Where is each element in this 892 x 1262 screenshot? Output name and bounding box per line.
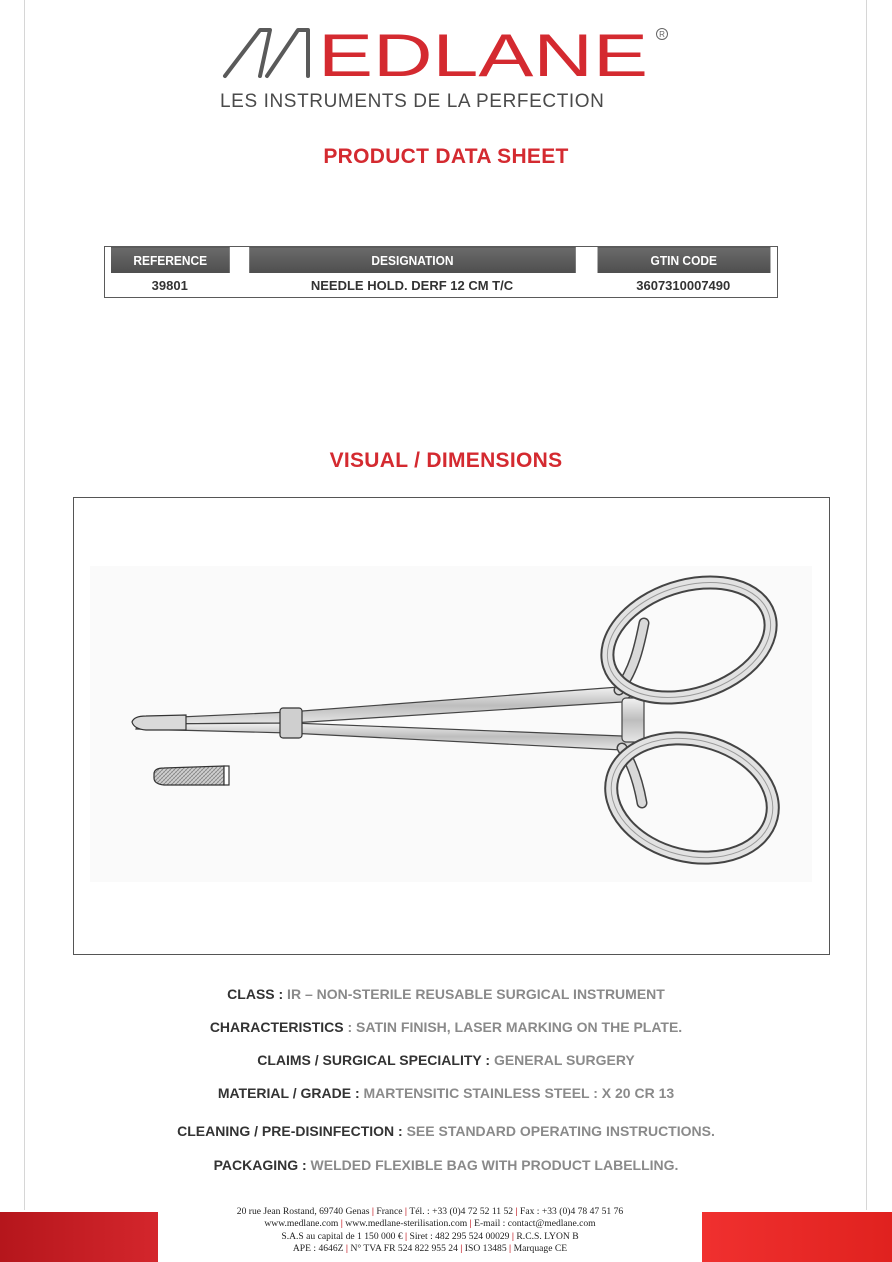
spec-label: CHARACTERISTICS <box>209 1019 344 1035</box>
footer-fax: Fax : +33 (0)4 78 47 51 76 <box>520 1206 624 1217</box>
footer-siret: Siret : 482 295 524 00029 <box>409 1230 510 1242</box>
cell-gtin-code: 3607310007490 <box>590 273 778 298</box>
footer-address-line: 20 rue Jean Rostand, 69740 Genas | France | Tél. : +33 (0)4 72 52 11 52 | Fax : +33 (0)4 78 47 51 76 <box>236 1206 624 1217</box>
footer-red-bar-right <box>702 1212 892 1262</box>
spec-label: CLASS : <box>227 986 284 1002</box>
footer-certification-line: APE : 4646Z | N° TVA FR 524 822 955 24 | ISO 13485 | Marquage CE <box>292 1243 568 1255</box>
spec-value: WELDED FLEXIBLE BAG WITH PRODUCT LABELLING. <box>306 1157 679 1173</box>
spec-material <box>0 1085 892 1101</box>
footer-ape: APE : 4646Z <box>292 1243 344 1255</box>
footer-legal-line: S.A.S au capital de 1 150 000 € | Siret : 482 295 524 00029 | R.C.S. LYON B <box>281 1230 579 1242</box>
footer-email-link[interactable]: E-mail : contact@medlane.com <box>474 1218 596 1230</box>
spec-value: MARTENSITIC STAINLESS STEEL : X 20 CR 13 <box>359 1085 675 1101</box>
footer-iso: ISO 13485 <box>464 1243 507 1255</box>
footer-ce-marking: Marquage CE <box>513 1243 568 1255</box>
product-data-sheet-title: PRODUCT DATA SHEET <box>323 145 569 168</box>
footer-address: 20 rue Jean Rostand, 69740 Genas <box>236 1206 370 1217</box>
spec-characteristics <box>0 1019 892 1035</box>
spec-label: MATERIAL / GRADE : <box>217 1085 360 1101</box>
header-reference: REFERENCE <box>110 247 230 274</box>
brand-tagline: LES INSTRUMENTS DE LA PERFECTION <box>220 91 605 112</box>
footer-web-line: www.medlane.com | www.medlane-sterilisation.com | E-mail : contact@medlane.com <box>264 1218 596 1230</box>
spec-value: : SATIN FINISH, LASER MARKING ON THE PLATE. <box>343 1019 683 1035</box>
medlane-wordmark <box>222 26 672 86</box>
spec-class <box>0 986 892 1002</box>
footer-country: France <box>376 1206 403 1217</box>
cell-reference: 39801 <box>105 273 235 298</box>
spec-value: SEE STANDARD OPERATING INSTRUCTIONS. <box>402 1123 715 1139</box>
spec-value: IR – NON-STERILE REUSABLE SURGICAL INSTRUMENT <box>283 986 665 1002</box>
brand-letters: EDLANE <box>318 26 648 86</box>
instrument-visual-frame <box>73 497 830 955</box>
spec-cleaning <box>0 1123 892 1139</box>
registered-mark: R <box>659 30 665 39</box>
footer-rcs: R.C.S. LYON B <box>516 1230 579 1242</box>
visual-dimensions-title: VISUAL / DIMENSIONS <box>329 449 563 472</box>
footer-vat: N° TVA FR 524 822 955 24 <box>350 1243 458 1255</box>
cell-designation: NEEDLE HOLD. DERF 12 CM T/C <box>235 273 590 298</box>
header-gtin-code: GTIN CODE <box>597 247 770 274</box>
footer-red-bar-left <box>0 1212 158 1262</box>
spec-packaging <box>0 1157 892 1173</box>
spec-value: GENERAL SURGERY <box>490 1052 635 1068</box>
table-row <box>105 273 778 298</box>
spec-label: CLAIMS / SURGICAL SPECIALITY : <box>257 1052 491 1068</box>
company-footer <box>160 1206 700 1256</box>
footer-capital: S.A.S au capital de 1 150 000 € <box>281 1230 403 1242</box>
spec-claims <box>0 1052 892 1068</box>
spec-label: CLEANING / PRE-DISINFECTION : <box>177 1123 403 1139</box>
needle-holder-illustration <box>74 498 831 956</box>
header-designation: DESIGNATION <box>249 247 576 274</box>
footer-website-link[interactable]: www.medlane.com <box>264 1218 339 1230</box>
spec-label: PACKAGING : <box>213 1157 307 1173</box>
product-reference-table <box>104 246 778 298</box>
table-header-row <box>105 247 778 274</box>
footer-phone: Tél. : +33 (0)4 72 52 11 52 <box>409 1206 514 1217</box>
footer-sterilisation-link[interactable]: www.medlane-sterilisation.com <box>345 1218 468 1230</box>
